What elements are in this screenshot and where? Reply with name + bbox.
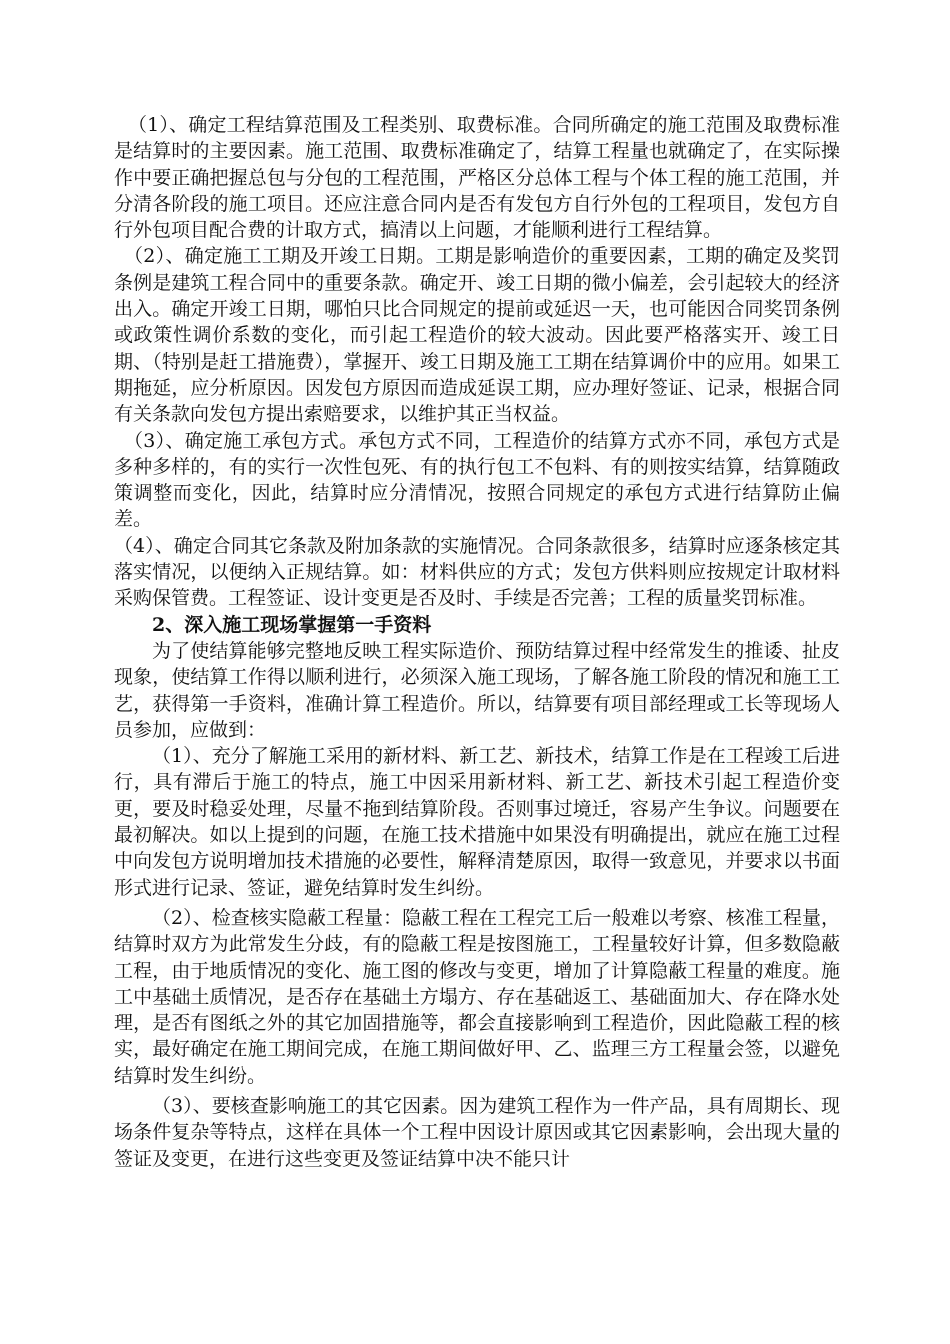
section-heading: 2、深入施工现场掌握第一手资料 — [152, 613, 432, 636]
paragraph-construction-period: （2）、确定施工工期及开竣工日期。工期是影响造价的重要因素，工期的确定及奖罚条例是建筑工程合同中的重要条款。确定开、竣工日期的微小偏差，会引起较大的经济出入。确定开竣工日期，哪怕只比合同规定的提前或延迟一天，也可能因合同奖罚条例或政策性调价系数的变化，而引起工程造价的较大波动。因此要严格落实开、竣工日期、（特别是赶工措施费），掌握开、竣工日期及施工工期在结算调价中的应用。如果工期拖延，应分析原因。因发包方原因而造成延误工期，应办理好签证、记录，根据合同有关条款向发包方提出索赔要求，以维护其正当权益。 — [114, 245, 840, 426]
paragraph-contract-method: （3）、确定施工承包方式。承包方式不同，工程造价的结算方式亦不同，承包方式是多种多样的，有的实行一次性包死、有的执行包工不包料、有的则按实结算，结算随政策调整而变化，因此，结算时应分清情况，按照合同规定的承包方式进行结算防止偏差。 — [114, 429, 840, 531]
document-body — [114, 112, 840, 1172]
paragraph-settlement-scope: （1）、确定工程结算范围及工程类别、取费标准。合同所确定的施工范围及取费标准是结算时的主要因素。施工范围、取费标准确定了，结算工程量也就确定了，在实际操作中要正确把握总包与分包的工程范围，严格区分总体工程与个体工程的施工范围，并分清各阶段的施工项目。还应注意合同内是否有发包方自行外包的工程项目，发包方自行外包项目配合费的计取方式，搞清以上问题，才能顺利进行工程结算。 — [114, 114, 840, 242]
paragraph-contract-terms: （4）、确定合同其它条款及附加条款的实施情况。合同条款很多，结算时应逐条核定其落实情况，以便纳入正规结算。如：材料供应的方式；发包方供料则应按规定计取材料采购保管费。工程签证、设计变更是否及时、手续是否完善；工程的质量奖罚标准。 — [114, 534, 840, 610]
list-item-hidden-works: （2）、检查核实隐蔽工程量：隐蔽工程在工程完工后一般难以考察、核准工程量，结算时双方为此常发生分歧，有的隐蔽工程是按图施工，工程量较好计算，但多数隐蔽工程，由于地质情况的变化、施工图的修改与变更，增加了计算隐蔽工程量的难度。施工中基础土质情况，是否存在基础土方塌方、存在基础返工、基础面加大、存在降水处理，是否有图纸之外的其它加固措施等，都会直接影响到工程造价，因此隐蔽工程的核实，最好确定在施工期间完成，在施工期间做好甲、乙、监理三方工程量会签，以避免结算时发生纠纷。 — [114, 906, 840, 1087]
list-item-new-materials: （1）、充分了解施工采用的新材料、新工艺、新技术，结算工作是在工程竣工后进行，具有滞后于施工的特点，施工中因采用新材料、新工艺、新技术引起工程造价变更，要及时稳妥处理，尽量不拖到结算阶段。否则事过境迁，容易产生争议。问题要在最初解决。如以上提到的问题，在施工技术措施中如果没有明确提出，就应在施工过程中向发包方说明增加技术措施的必要性，解释清楚原因，取得一致意见，并要求以书面形式进行记录、签证，避免结算时发生纠纷。 — [114, 745, 840, 899]
paragraph-site-intro: 为了使结算能够完整地反映工程实际造价、预防结算过程中经常发生的推诿、扯皮现象，使结算工作得以顺利进行，必须深入施工现场，了解各施工阶段的情况和施工工艺，获得第一手资料，准确计算工程造价。所以，结算要有项目部经理或工长等现场人员参加，应做到： — [114, 639, 840, 741]
list-item-other-factors: （3）、要核查影响施工的其它因素。因为建筑工程作为一件产品，具有周期长、现场条件复杂等特点，这样在具体一个工程中因设计原因或其它因素影响，会出现大量的签证及变更，在进行这些变更及签证结算中决不能只计 — [114, 1094, 840, 1170]
